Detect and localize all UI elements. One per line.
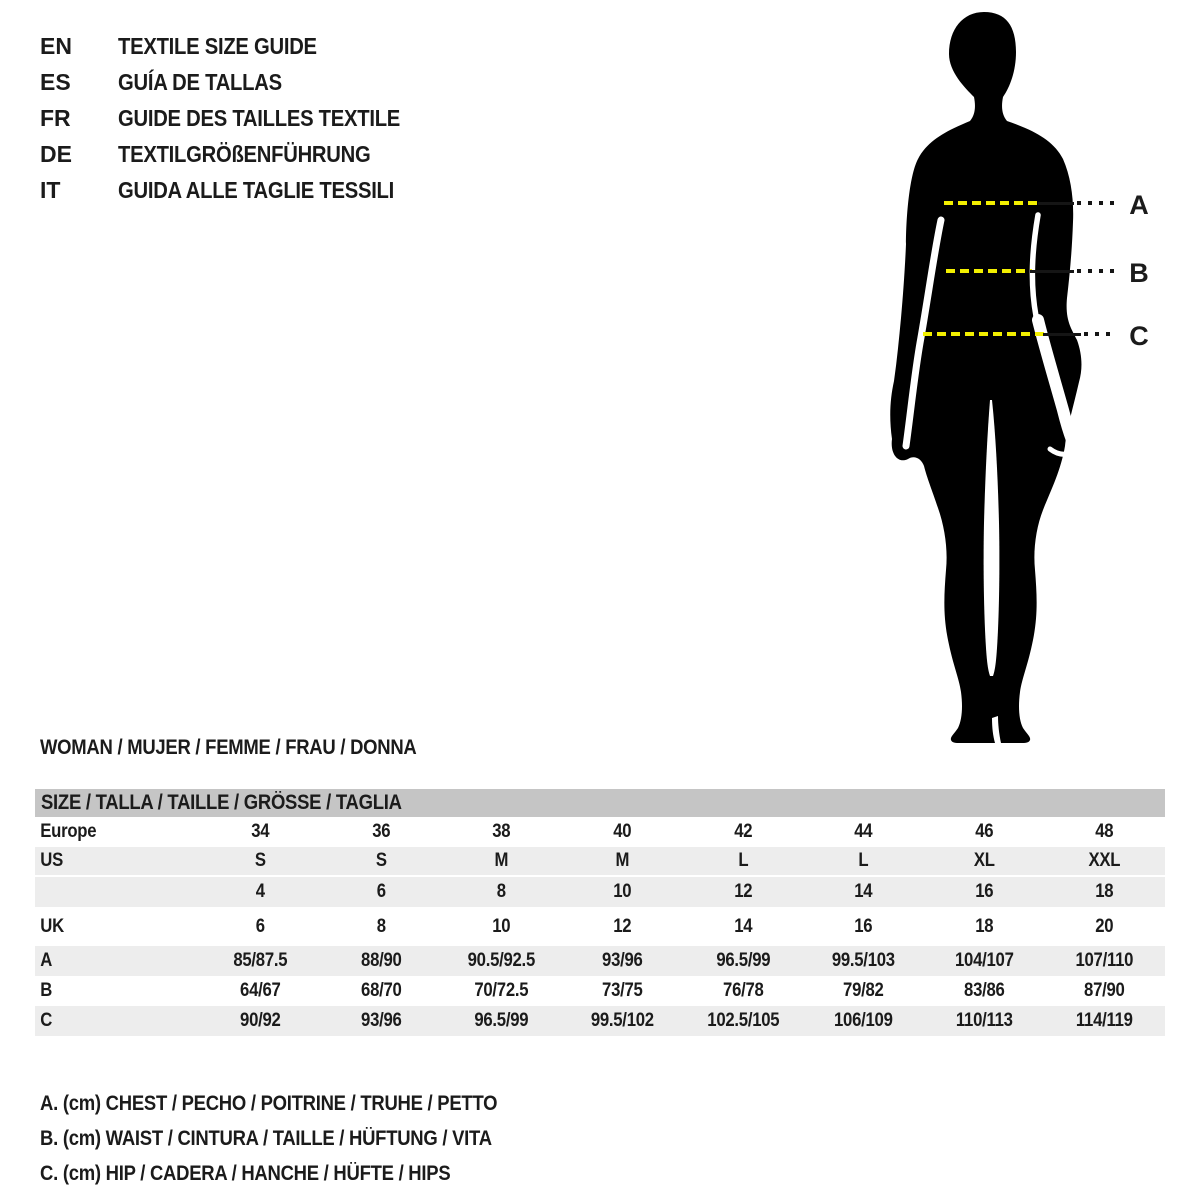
language-row-it — [40, 172, 439, 208]
language-code: EN — [40, 32, 72, 59]
language-code: DE — [40, 140, 72, 167]
language-title: GUIDE DES TAILLES TEXTILE — [118, 104, 401, 131]
hip-line-segment — [1043, 333, 1081, 336]
language-title: GUIDA ALLE TAGLIE TESSILI — [118, 176, 395, 203]
size-cell: 16 — [975, 881, 994, 902]
size-cell: 107/110 — [1075, 950, 1134, 971]
language-row-es — [40, 64, 439, 100]
group-title — [40, 736, 468, 760]
size-cell: 70/72.5 — [474, 980, 529, 1001]
size-cell: 38 — [492, 821, 511, 842]
table-row-c — [35, 1006, 1165, 1036]
size-table — [35, 789, 1165, 1036]
size-cell: 6 — [255, 916, 265, 937]
size-cell: 73/75 — [601, 980, 643, 1001]
table-row-uk — [35, 907, 1165, 946]
language-list — [40, 28, 439, 208]
size-cell: 99.5/103 — [831, 950, 895, 971]
table-row-us-numeric — [35, 877, 1165, 907]
language-row-de — [40, 136, 439, 172]
row-label: A — [40, 950, 53, 971]
size-cell: 110/113 — [955, 1010, 1013, 1031]
row-label: Europe — [40, 821, 97, 842]
language-code: IT — [40, 176, 61, 203]
size-cell: 64/67 — [240, 980, 281, 1001]
size-cell: 93/96 — [601, 950, 643, 971]
size-cell: 18 — [975, 916, 994, 937]
measurement-legend — [40, 1086, 560, 1191]
size-cell: 99.5/102 — [590, 1010, 654, 1031]
size-cell: 34 — [251, 821, 270, 842]
legend-line-chest — [40, 1086, 560, 1121]
size-cell: 20 — [1095, 916, 1114, 937]
hip-dashed-line — [923, 332, 1045, 336]
size-cell: 104/107 — [954, 950, 1014, 971]
waist-dashed-line — [946, 269, 1032, 273]
size-cell: 12 — [613, 916, 632, 937]
chest-dotted-leader — [1077, 201, 1116, 205]
table-row-b — [35, 976, 1165, 1006]
size-cell: XXL — [1088, 850, 1121, 871]
row-label: B — [40, 980, 53, 1001]
chest-line-segment — [1038, 202, 1074, 205]
size-cell: 93/96 — [360, 1010, 402, 1031]
legend-text: B. (cm) WAIST / CINTURA / TAILLE / HÜFTUNG / VITA — [40, 1127, 492, 1150]
size-cell: 14 — [733, 916, 752, 937]
table-row-us — [35, 847, 1165, 877]
group-title-text: WOMAN / MUJER / FEMME / FRAU / DONNA — [40, 736, 417, 759]
size-cell: 106/109 — [834, 1010, 893, 1031]
size-cell: 90/92 — [240, 1010, 281, 1031]
size-cell: S — [254, 850, 266, 871]
size-cell: 10 — [492, 916, 511, 937]
language-row-en — [40, 28, 439, 64]
size-cell: 83/86 — [963, 980, 1005, 1001]
size-cell: 46 — [975, 821, 994, 842]
size-table-body — [35, 817, 1165, 1036]
size-cell: 14 — [854, 881, 873, 902]
size-cell: 102.5/105 — [706, 1010, 779, 1031]
row-label: US — [40, 850, 63, 871]
size-cell: 88/90 — [360, 950, 402, 971]
size-cell: L — [858, 850, 869, 871]
language-title: GUÍA DE TALLAS — [118, 68, 282, 95]
hip-dotted-leader — [1084, 332, 1116, 336]
chest-dashed-line — [944, 201, 1040, 205]
woman-silhouette — [880, 8, 1095, 743]
size-cell: M — [494, 850, 509, 871]
waist-dotted-leader — [1077, 269, 1116, 273]
table-row-a — [35, 946, 1165, 976]
size-table-header — [35, 789, 1165, 817]
size-cell: 90.5/92.5 — [467, 950, 536, 971]
size-cell: 114/119 — [1076, 1010, 1134, 1031]
size-cell: S — [375, 850, 387, 871]
legend-text: C. (cm) HIP / CADERA / HANCHE / HÜFTE / HIPS — [40, 1162, 451, 1185]
size-cell: L — [737, 850, 748, 871]
language-row-fr — [40, 100, 439, 136]
size-cell: 6 — [376, 881, 386, 902]
hip-marker-label: C — [1129, 321, 1149, 351]
size-cell: 42 — [733, 821, 752, 842]
size-cell: 8 — [497, 881, 507, 902]
waist-line-segment — [1030, 270, 1074, 273]
row-label: UK — [40, 916, 64, 937]
chest-marker-label: A — [1129, 190, 1149, 220]
size-cell: 12 — [733, 881, 752, 902]
size-cell: XL — [973, 850, 995, 871]
size-cell: 76/78 — [722, 980, 764, 1001]
row-label: C — [40, 1010, 53, 1031]
legend-text: A. (cm) CHEST / PECHO / POITRINE / TRUHE / PETTO — [40, 1092, 498, 1115]
size-table-header-text: SIZE / TALLA / TAILLE / GRÖSSE / TAGLIA — [41, 791, 402, 814]
language-code: ES — [40, 68, 71, 95]
legend-line-hip — [40, 1156, 560, 1191]
size-cell: 10 — [613, 881, 632, 902]
size-cell: 87/90 — [1084, 980, 1125, 1001]
language-code: FR — [40, 104, 71, 131]
size-cell: 96.5/99 — [715, 950, 770, 971]
language-title: TEXTILE SIZE GUIDE — [118, 32, 317, 59]
legend-line-waist — [40, 1121, 560, 1156]
row-label — [35, 877, 180, 907]
size-cell: 18 — [1095, 881, 1114, 902]
size-cell: 96.5/99 — [474, 1010, 529, 1031]
language-title: TEXTILGRÖßENFÜHRUNG — [118, 140, 371, 167]
size-cell: 4 — [255, 881, 265, 902]
size-cell: 79/82 — [843, 980, 884, 1001]
size-cell: M — [615, 850, 630, 871]
waist-marker-label: B — [1129, 258, 1149, 288]
size-cell: 36 — [371, 821, 390, 842]
table-row-europe — [35, 817, 1165, 847]
size-cell: 16 — [854, 916, 873, 937]
size-cell: 85/87.5 — [233, 950, 288, 971]
size-cell: 40 — [613, 821, 632, 842]
size-cell: 8 — [376, 916, 386, 937]
size-cell: 48 — [1095, 821, 1114, 842]
size-cell: 68/70 — [360, 980, 402, 1001]
size-cell: 44 — [854, 821, 873, 842]
